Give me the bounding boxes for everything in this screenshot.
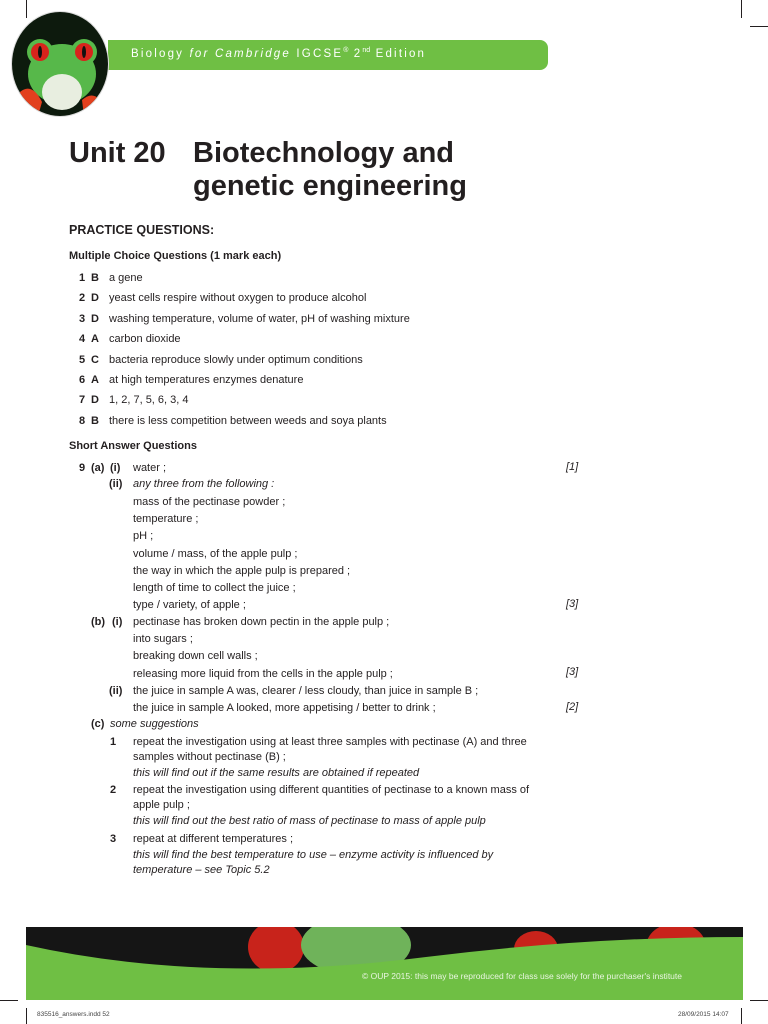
answer-line: repeat the investigation using different quantities of pectinase to a known mass of <box>133 784 530 796</box>
crop-mark <box>741 1008 742 1024</box>
answer-line: samples without pectinase (B) ; <box>133 750 286 763</box>
mark-allocation: [3] <box>566 598 579 610</box>
answer-text: there is less competition between weeds and soya plants <box>109 414 387 427</box>
answer-line: type / variety, of apple ; <box>133 599 246 612</box>
answer-letter: C <box>91 353 99 366</box>
answer-text: yeast cells respire without oxygen to produce alcohol <box>109 292 367 305</box>
suggestion-number: 3 <box>110 833 117 845</box>
answer-line: apple pulp ; <box>133 798 190 811</box>
answer-letter: D <box>91 312 99 325</box>
crop-mark <box>0 1000 18 1001</box>
subpart-label: (i) <box>110 462 121 474</box>
answer-line: into sugars ; <box>133 633 193 646</box>
question-number: 2 <box>79 292 86 305</box>
answer-note: this will find the best temperature to use – enzyme activity is influenced by <box>133 849 494 861</box>
edition-number: 2 <box>353 47 363 60</box>
footer-image <box>26 927 743 1000</box>
answer-line: the way in which the apple pulp is prepared ; <box>133 564 351 577</box>
answer-line: breaking down cell walls ; <box>133 650 258 663</box>
answer-line: releasing more liquid from the cells in the apple pulp ; <box>133 667 393 680</box>
answer-text: washing temperature, volume of water, pH of washing mixture <box>109 312 410 325</box>
mcq-heading: Multiple Choice Questions (1 mark each) <box>69 250 282 262</box>
subpart-label: (ii) <box>109 685 123 697</box>
registered-mark: ® <box>343 47 349 54</box>
answer-text: carbon dioxide <box>109 333 181 346</box>
saq-heading: Short Answer Questions <box>69 440 197 452</box>
crop-mark <box>26 1008 27 1024</box>
answer-letter: A <box>91 374 99 386</box>
crop-mark <box>26 0 27 18</box>
answer-intro: some suggestions <box>110 718 199 730</box>
book-title <box>131 47 426 60</box>
answer-letter: A <box>91 333 99 346</box>
answer-line: pectinase has broken down pectin in the apple pulp ; <box>133 616 390 628</box>
answer-letter: D <box>91 394 99 407</box>
answer-letter: B <box>91 272 99 284</box>
question-number: 8 <box>79 414 86 427</box>
answer-note: this will find out the best ratio of mass of pectinase to mass of apple pulp <box>133 814 486 827</box>
answer-line: repeat the investigation using at least three samples with pectinase (A) and three <box>133 736 527 748</box>
copyright-notice: © OUP 2015: this may be reproduced for class use solely for the purchaser's institute <box>361 971 682 981</box>
answer-text: 1, 2, 7, 5, 6, 3, 4 <box>109 394 189 407</box>
answer-line: the juice in sample A was, clearer / less cloudy, than juice in sample B ; <box>133 685 479 697</box>
answer-line: volume / mass, of the apple pulp ; <box>133 547 298 560</box>
crop-mark <box>750 1000 768 1001</box>
question-number: 3 <box>79 312 86 325</box>
suggestion-number: 2 <box>110 784 117 796</box>
book-title-prefix: Biology <box>131 47 185 60</box>
answer-line: temperature ; <box>133 513 199 526</box>
question-number: 4 <box>79 333 86 346</box>
crop-mark <box>741 0 742 18</box>
answer-line: mass of the pectinase powder ; <box>133 496 286 508</box>
question-number: 7 <box>79 394 86 407</box>
question-number: 6 <box>79 374 86 386</box>
book-title-italic: for Cambridge <box>189 47 291 60</box>
answer-letter: B <box>91 414 99 427</box>
mark-allocation: [1] <box>566 461 579 473</box>
answer-line: the juice in sample A looked, more appetising / better to drink ; <box>133 702 436 715</box>
unit-number: Unit 20 <box>69 137 166 169</box>
answer-note: temperature – see Topic 5.2 <box>133 864 270 876</box>
frog-logo-image <box>12 12 108 116</box>
answer-line: water ; <box>133 462 167 474</box>
question-number: 9 <box>79 462 86 474</box>
edition-word: Edition <box>375 47 427 60</box>
part-label: (a) <box>91 462 105 474</box>
answer-note: this will find out if the same results are obtained if repeated <box>133 766 420 779</box>
answer-line: length of time to collect the juice ; <box>133 582 296 594</box>
mark-allocation: [3] <box>566 666 579 678</box>
practice-heading: PRACTICE QUESTIONS: <box>69 223 215 237</box>
file-slug: 835516_answers.indd 52 <box>37 1011 110 1018</box>
answer-letter: D <box>91 292 99 305</box>
date-slug: 28/09/2015 14:07 <box>678 1011 729 1018</box>
book-title-suffix: IGCSE <box>296 47 344 60</box>
part-label: (c) <box>91 718 105 730</box>
suggestion-number: 1 <box>110 736 117 748</box>
answer-text: a gene <box>109 272 143 284</box>
answer-line: pH ; <box>133 530 154 543</box>
part-label: (b) <box>91 616 106 628</box>
subpart-label: (i) <box>112 616 123 628</box>
answer-intro: any three from the following : <box>133 478 275 490</box>
answer-text: bacteria reproduce slowly under optimum conditions <box>109 353 363 366</box>
crop-mark <box>750 26 768 27</box>
unit-title: Biotechnology and genetic engineering <box>193 137 467 202</box>
question-number: 5 <box>79 353 86 366</box>
edition-ordinal: nd <box>362 47 371 54</box>
question-number: 1 <box>79 272 86 284</box>
mark-allocation: [2] <box>566 701 579 713</box>
answer-text: at high temperatures enzymes denature <box>109 374 304 386</box>
answer-line: repeat at different temperatures ; <box>133 833 293 845</box>
subpart-label: (ii) <box>109 478 123 490</box>
